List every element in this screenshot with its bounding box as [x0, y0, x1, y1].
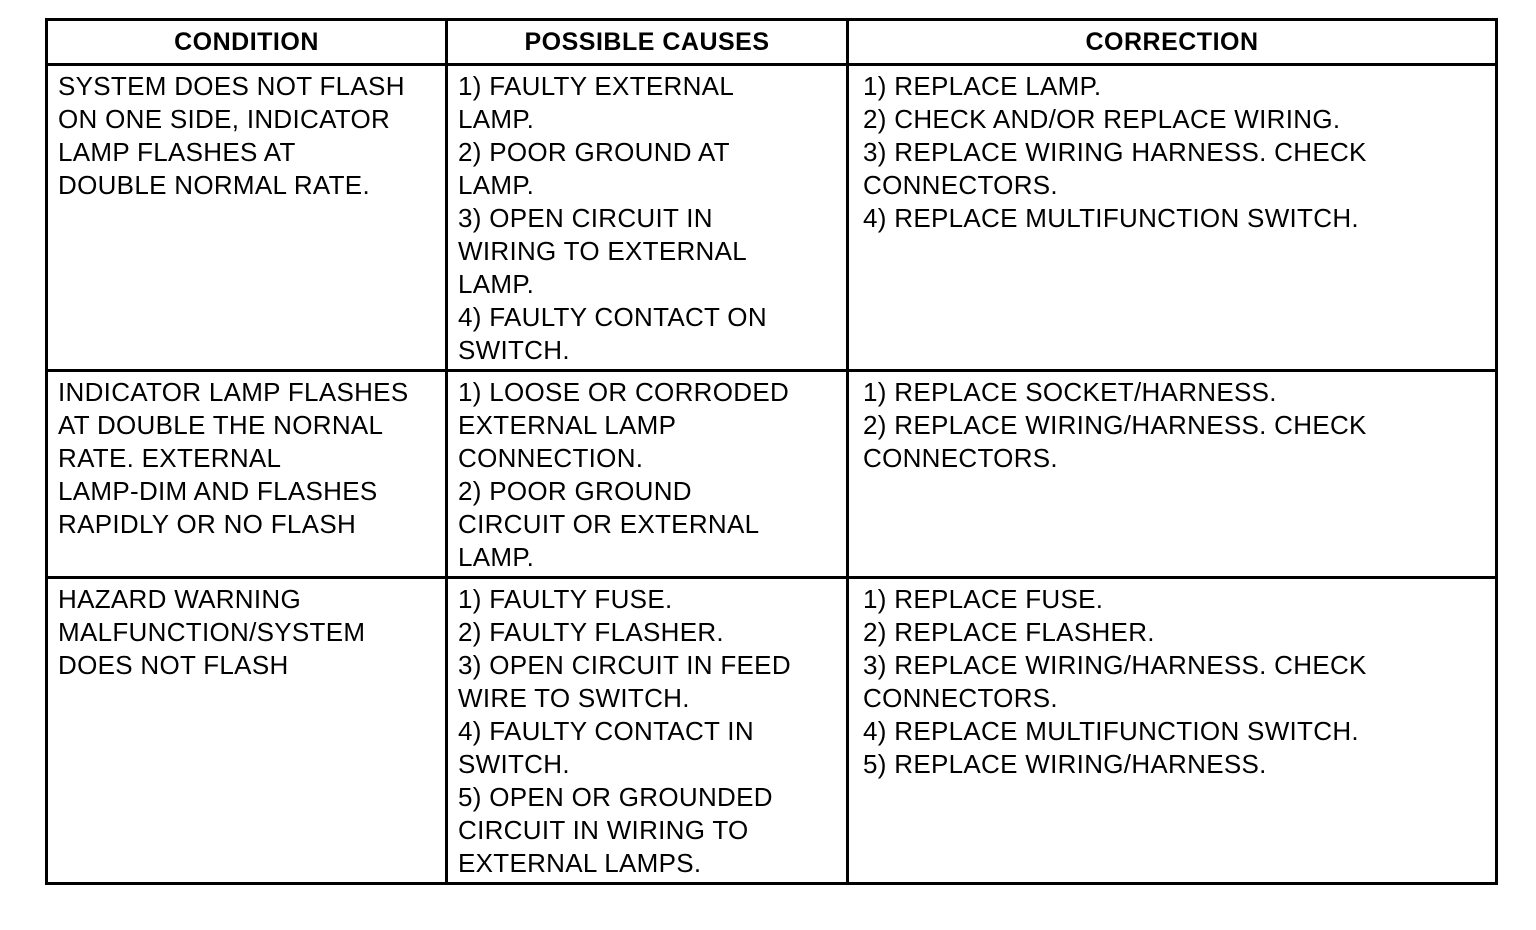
text-line: ON ONE SIDE, INDICATOR — [58, 104, 391, 134]
text-line: LAMP. — [458, 542, 535, 572]
text-line: 1) LOOSE OR CORRODED — [458, 377, 790, 407]
correction-cell — [848, 371, 1497, 578]
correction-text — [849, 66, 1495, 237]
condition-cell — [47, 578, 447, 884]
table-row — [47, 65, 1497, 371]
causes-cell — [447, 371, 848, 578]
text-line: 2) POOR GROUND — [458, 476, 692, 506]
text-line: LAMP. — [458, 269, 535, 299]
text-line: 1) FAULTY FUSE. — [458, 584, 673, 614]
causes-text — [448, 579, 846, 882]
text-line: 1) REPLACE SOCKET/HARNESS. — [863, 377, 1277, 407]
table-row — [47, 578, 1497, 884]
table-row — [47, 371, 1497, 578]
header-condition: CONDITION — [47, 20, 447, 65]
text-line: 4) REPLACE MULTIFUNCTION SWITCH. — [863, 203, 1359, 233]
text-line: RAPIDLY OR NO FLASH — [58, 509, 357, 539]
table-body — [47, 65, 1497, 884]
text-line: 5) OPEN OR GROUNDED — [458, 782, 773, 812]
text-line: WIRE TO SWITCH. — [458, 683, 690, 713]
text-line: CONNECTION. — [458, 443, 644, 473]
text-line: 5) REPLACE WIRING/HARNESS. — [863, 749, 1267, 779]
text-line: HAZARD WARNING — [58, 584, 302, 614]
text-line: DOUBLE NORMAL RATE. — [58, 170, 370, 200]
text-line: 2) REPLACE FLASHER. — [863, 617, 1155, 647]
text-line: 3) REPLACE WIRING HARNESS. CHECK — [863, 137, 1367, 167]
correction-cell — [848, 65, 1497, 371]
correction-text — [849, 372, 1495, 477]
header-row — [47, 20, 1497, 65]
text-line: 4) REPLACE MULTIFUNCTION SWITCH. — [863, 716, 1359, 746]
text-line: MALFUNCTION/SYSTEM — [58, 617, 366, 647]
text-line: 4) FAULTY CONTACT ON — [458, 302, 767, 332]
text-line: 2) CHECK AND/OR REPLACE WIRING. — [863, 104, 1341, 134]
condition-cell — [47, 65, 447, 371]
text-line: AT DOUBLE THE NORNAL — [58, 410, 384, 440]
causes-cell — [447, 578, 848, 884]
text-line: EXTERNAL LAMP — [458, 410, 677, 440]
text-line: 1) FAULTY EXTERNAL — [458, 71, 735, 101]
text-line: 2) FAULTY FLASHER. — [458, 617, 724, 647]
text-line: SWITCH. — [458, 749, 570, 779]
text-line: 3) OPEN CIRCUIT IN FEED — [458, 650, 791, 680]
text-line: 3) REPLACE WIRING/HARNESS. CHECK — [863, 650, 1367, 680]
text-line: RATE. EXTERNAL — [58, 443, 282, 473]
causes-cell — [447, 65, 848, 371]
text-line: 3) OPEN CIRCUIT IN — [458, 203, 713, 233]
condition-text — [48, 372, 445, 543]
correction-text — [849, 579, 1495, 783]
condition-text — [48, 66, 445, 204]
text-line: 1) REPLACE LAMP. — [863, 71, 1102, 101]
condition-text — [48, 579, 445, 684]
text-line: EXTERNAL LAMPS. — [458, 848, 702, 878]
text-line: CIRCUIT IN WIRING TO — [458, 815, 749, 845]
text-line: CONNECTORS. — [863, 170, 1058, 200]
text-line: SWITCH. — [458, 335, 570, 365]
header-correction: CORRECTION — [848, 20, 1497, 65]
correction-cell — [848, 578, 1497, 884]
header-possible-causes: POSSIBLE CAUSES — [447, 20, 848, 65]
text-line: LAMP FLASHES AT — [58, 137, 296, 167]
causes-text — [448, 66, 846, 369]
text-line: LAMP. — [458, 104, 535, 134]
text-line: CONNECTORS. — [863, 443, 1058, 473]
text-line: CONNECTORS. — [863, 683, 1058, 713]
text-line: LAMP. — [458, 170, 535, 200]
text-line: DOES NOT FLASH — [58, 650, 289, 680]
troubleshooting-table — [45, 18, 1498, 885]
text-line: INDICATOR LAMP FLASHES — [58, 377, 409, 407]
causes-text — [448, 372, 846, 576]
text-line: LAMP-DIM AND FLASHES — [58, 476, 378, 506]
text-line: WIRING TO EXTERNAL — [458, 236, 748, 266]
condition-cell — [47, 371, 447, 578]
text-line: CIRCUIT OR EXTERNAL — [458, 509, 760, 539]
text-line: 2) POOR GROUND AT — [458, 137, 730, 167]
text-line: 1) REPLACE FUSE. — [863, 584, 1104, 614]
text-line: SYSTEM DOES NOT FLASH — [58, 71, 405, 101]
text-line: 2) REPLACE WIRING/HARNESS. CHECK — [863, 410, 1367, 440]
text-line: 4) FAULTY CONTACT IN — [458, 716, 754, 746]
table-header — [47, 20, 1497, 65]
